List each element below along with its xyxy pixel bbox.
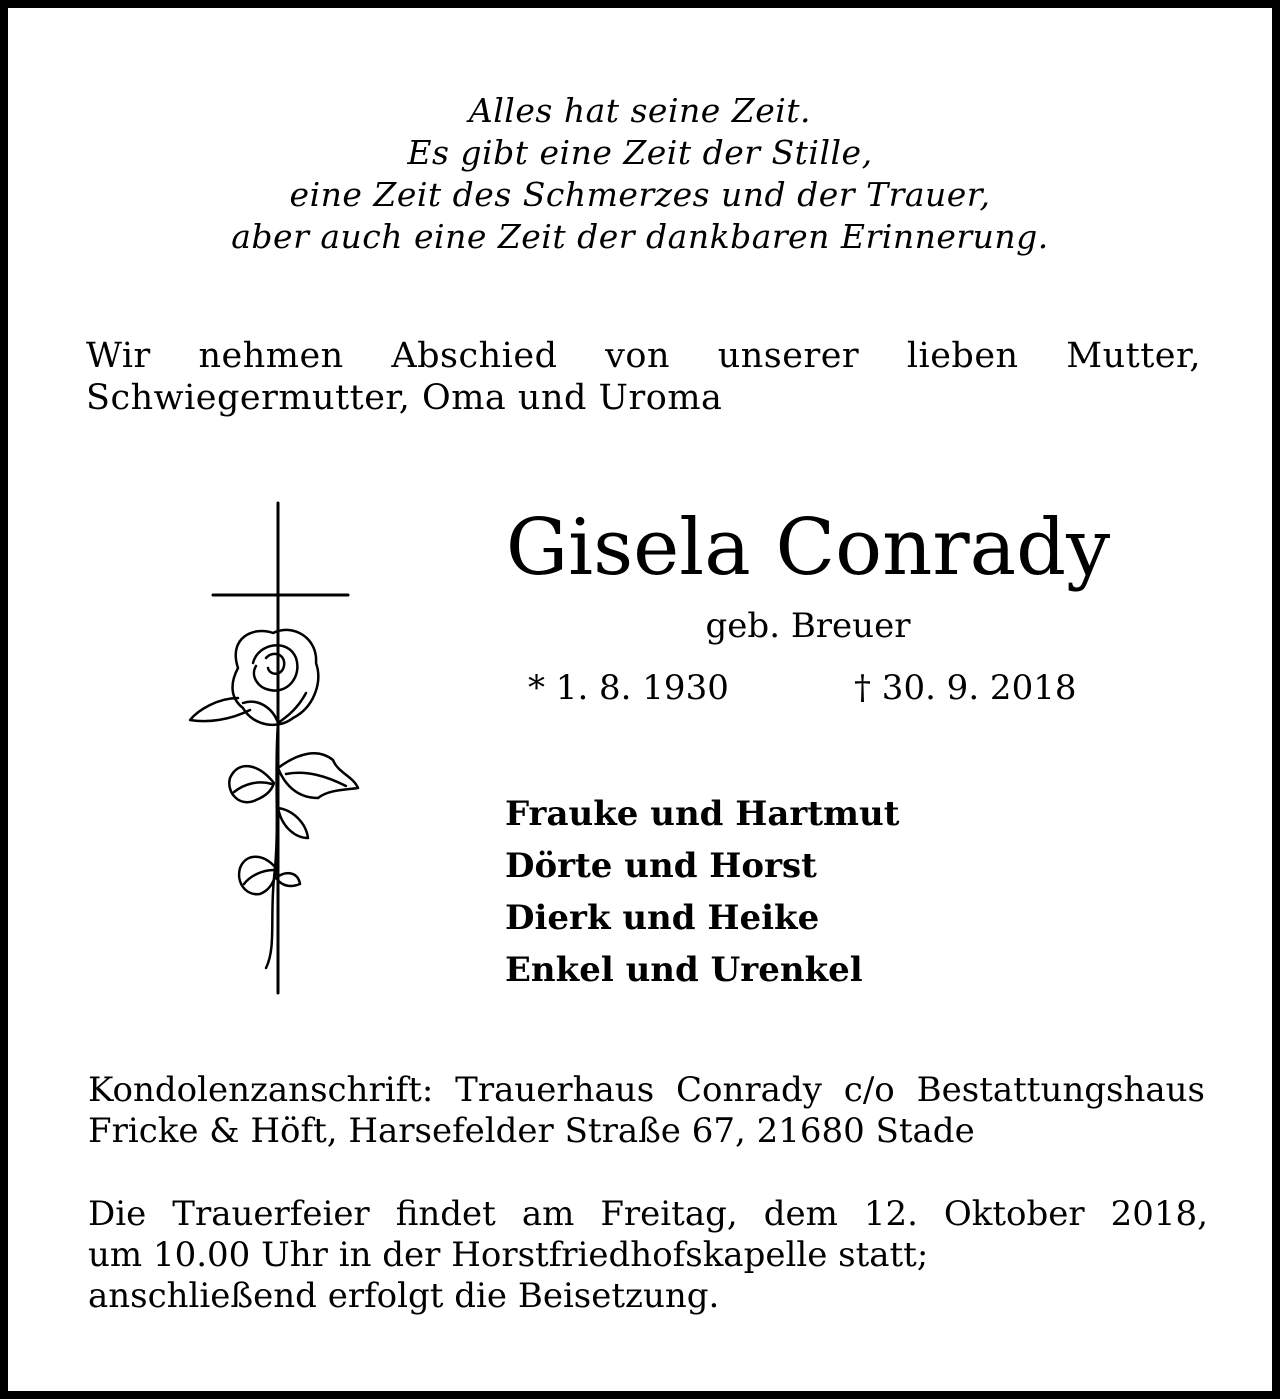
intro-line-1: Wir nehmen Abschied von unserer lieben Mutter, xyxy=(86,336,1201,376)
service-line-3: anschließend erfolgt die Beisetzung. xyxy=(88,1276,720,1316)
death-date: † 30. 9. 2018 xyxy=(854,668,1077,708)
funeral-service-info xyxy=(88,1194,1208,1317)
mourner: Dierk und Heike xyxy=(505,898,820,938)
quote-line: Alles hat seine Zeit. xyxy=(468,91,812,130)
maiden-name: geb. Breuer xyxy=(705,606,911,646)
intro-text xyxy=(86,335,1201,419)
deceased-name: Gisela Conrady xyxy=(505,503,1111,593)
quote-line: aber auch eine Zeit der dankbaren Erinnerung. xyxy=(231,217,1049,256)
quote-line: Es gibt eine Zeit der Stille, xyxy=(407,133,873,172)
mourners-list xyxy=(505,788,899,996)
mourner: Enkel und Urenkel xyxy=(505,950,863,990)
condolence-address xyxy=(88,1070,1205,1152)
service-line-2: um 10.00 Uhr in der Horstfriedhofskapelle statt; xyxy=(88,1235,929,1275)
birth-date: * 1. 8. 1930 xyxy=(528,668,729,708)
mourner: Frauke und Hartmut xyxy=(505,794,900,834)
quote xyxy=(8,90,1272,258)
intro-line-2: Schwiegermutter, Oma und Uroma xyxy=(86,378,723,418)
cross-with-rose-icon xyxy=(178,498,368,998)
service-line-1: Die Trauerfeier findet am Freitag, dem 12. Oktober 2018, xyxy=(88,1194,1208,1234)
address-line-1: Kondolenzanschrift: Trauerhaus Conrady c/o Bestattungshaus xyxy=(88,1070,1205,1110)
quote-line: eine Zeit des Schmerzes und der Trauer, xyxy=(289,175,991,214)
mourner: Dörte und Horst xyxy=(505,846,817,886)
address-line-2: Fricke & Höft, Harsefelder Straße 67, 21680 Stade xyxy=(88,1111,975,1151)
